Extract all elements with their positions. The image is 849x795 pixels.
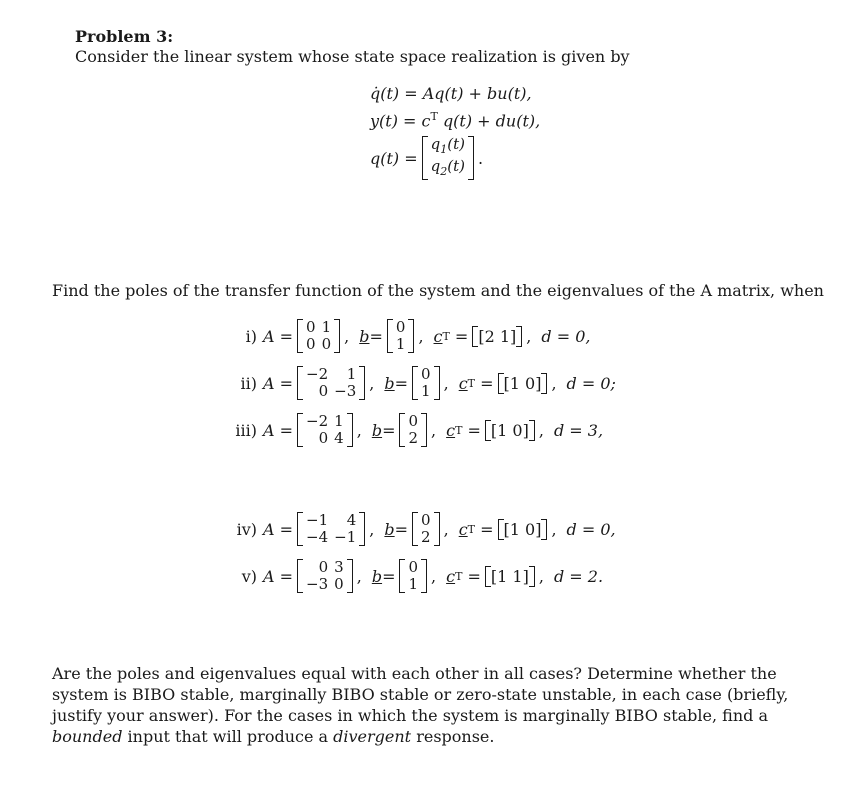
- vector-b-cell: 1: [408, 575, 419, 593]
- state-vector-period: .: [478, 148, 484, 168]
- state-vector-bottom-arg: (t): [447, 157, 465, 175]
- vector-b: [399, 413, 427, 447]
- matrix-a-cell: 0: [306, 318, 316, 336]
- state-vector-top: q: [430, 135, 441, 153]
- state-vector-top-sub: 1: [440, 143, 448, 156]
- state-vector-definition: [370, 136, 483, 180]
- vector-b: [412, 512, 440, 546]
- matrix-a-cell: 0: [306, 335, 316, 353]
- case-label: i): [245, 326, 257, 346]
- state-vector-top-arg: (t): [447, 135, 465, 153]
- scalar-d: d = 3,: [553, 420, 604, 440]
- output-equation: [370, 110, 540, 130]
- case-label: iii): [235, 420, 257, 440]
- vector-c: [2 1]: [472, 327, 522, 346]
- vector-b: [399, 559, 427, 593]
- matrix-a: [297, 366, 365, 400]
- state-equation-rhs: = Aq(t) + bu(t),: [404, 84, 532, 103]
- case-item: iii) A = −2 1 0 4 , b = 0 2 , c T = [1 0] , d = 3,: [225, 408, 603, 452]
- output-equation-lhs: y(t): [370, 111, 398, 131]
- matrix-a-cell: −3: [334, 382, 357, 400]
- vector-b-cell: 0: [408, 412, 419, 430]
- vector-b-cell: 2: [408, 429, 419, 447]
- matrix-a-cell: 0: [318, 382, 329, 400]
- case-item: ii) A = −2 1 0 −3 , b = 0 1 , c T = [1 0] , d = 0;: [225, 361, 616, 405]
- question-text-3: response.: [411, 727, 495, 746]
- matrix-a-cell: −4: [306, 528, 329, 546]
- matrix-a-cell: 0: [321, 335, 332, 353]
- case-label: ii): [240, 373, 257, 393]
- state-vector-matrix: [422, 136, 474, 180]
- matrix-a-cell: 1: [346, 365, 357, 383]
- state-vector-lhs: q(t) =: [370, 148, 418, 168]
- state-vector-bottom: q: [430, 157, 441, 175]
- state-equation: [370, 84, 532, 103]
- vector-b: [412, 366, 440, 400]
- matrix-a: [297, 559, 353, 593]
- question-text-2: input that will produce a: [122, 727, 334, 746]
- vector-b: [387, 319, 415, 353]
- case-item: i) A = 0 1 0 0 , b = 0 1 , c T = [2 1] , d = 0,: [225, 314, 590, 358]
- matrix-a-cell: 0: [318, 558, 329, 576]
- output-equation-rhs-post: q(t) + du(t),: [442, 111, 541, 131]
- intro-text: Consider the linear system whose state space realization is given by: [75, 47, 630, 66]
- matrix-a: [297, 512, 365, 546]
- question-paragraph: [52, 663, 812, 747]
- matrix-a-cell: −2: [306, 365, 329, 383]
- transpose-marker: T: [430, 110, 438, 123]
- scalar-d: d = 0,: [541, 326, 591, 346]
- state-vector-bottom-sub: 2: [440, 165, 448, 178]
- vector-c: [1 0]: [485, 421, 535, 440]
- problem-title: Problem 3:: [75, 27, 174, 46]
- vector-b-cell: 0: [408, 558, 419, 576]
- state-equation-lhs: q̇(t): [370, 84, 400, 103]
- matrix-a-cell: −1: [334, 528, 357, 546]
- question-emphasis-divergent: divergent: [333, 727, 412, 746]
- vector-b-cell: 1: [395, 335, 406, 353]
- find-instruction: Find the poles of the transfer function of the system and the eigenvalues of the A matrix, when: [52, 281, 824, 300]
- output-equation-rhs-pre: = c: [403, 111, 431, 131]
- matrix-a-cell: 1: [334, 412, 344, 430]
- question-emphasis-bounded: bounded: [52, 727, 123, 746]
- case-label: v): [241, 566, 257, 586]
- scalar-d: d = 0,: [566, 519, 616, 539]
- matrix-a-cell: 0: [318, 429, 329, 447]
- vector-b-cell: 0: [395, 318, 406, 336]
- matrix-a-cell: −1: [306, 511, 329, 529]
- vector-b-cell: 0: [421, 365, 431, 383]
- case-item: v) A = 0 3 −3 0 , b = 0 1 , c T = [1 1] , d = 2.: [225, 554, 603, 598]
- matrix-a-cell: 4: [334, 429, 344, 447]
- scalar-d: d = 0;: [566, 373, 616, 393]
- vector-b-cell: 0: [421, 511, 431, 529]
- vector-b-cell: 1: [421, 382, 431, 400]
- matrix-a-cell: 1: [321, 318, 332, 336]
- question-text-1: Are the poles and eigenvalues equal with each other in all cases? Determine whether the system is BIBO stable, marginally BIBO stable or zero-state unstable, in each case (briefly, justify your answer). For the cases in which the system is marginally BIBO stable, find a: [52, 664, 789, 725]
- case-item: iv) A = −1 4 −4 −1 , b = 0 2 , c T = [1 0] , d = 0,: [225, 507, 616, 551]
- case-label: iv): [236, 519, 257, 539]
- vector-c: [1 1]: [485, 567, 535, 586]
- vector-c: [1 0]: [498, 520, 548, 539]
- matrix-a-cell: 4: [346, 511, 357, 529]
- matrix-a-cell: −3: [306, 575, 329, 593]
- matrix-a-cell: 3: [334, 558, 344, 576]
- matrix-a: [297, 413, 353, 447]
- vector-b-cell: 2: [421, 528, 431, 546]
- matrix-a: [297, 319, 340, 353]
- vector-c: [1 0]: [498, 374, 548, 393]
- matrix-a-cell: −2: [306, 412, 329, 430]
- matrix-a-cell: 0: [334, 575, 344, 593]
- scalar-d: d = 2.: [553, 566, 604, 586]
